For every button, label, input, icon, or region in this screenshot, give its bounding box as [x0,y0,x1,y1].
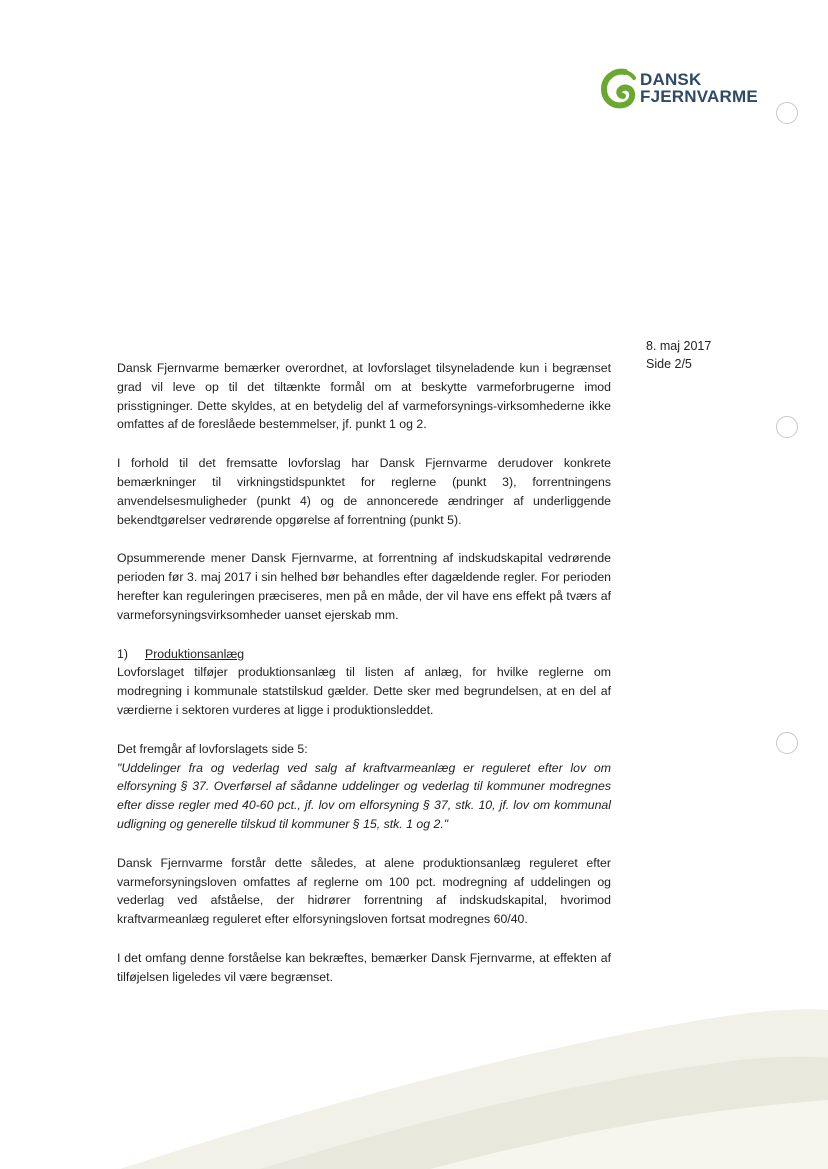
section-1-quote: "Uddelinger fra og vederlag ved salg af kraftvarmeanlæg er reguleret efter lov om elforsyning § 37. Overførsel af sådanne uddelinger og vederlag til kommuner modregnes efter disse regler med 40-60 pct., jf. lov om elforsyning § 37, stk. 10, jf. lov om kommunal udligning og generelle tilskud til kommuner § 15, stk. 1 og 2." [117,760,611,831]
section-1-paragraph: Lovforslaget tilføjer produktionsanlæg til listen af anlæg, for hvilke reglerne om modregning i kommunale statstilskud gælder. Dette sker med begrundelsen, at en del af værdierne i sektoren vurderes at ligge i produktionsleddet. [117,665,611,717]
logo-mark-icon [598,66,638,112]
section-1-number: 1) [117,646,128,661]
logo-line-2: FJERNVARME [640,87,758,106]
paragraph-3: Opsummerende mener Dansk Fjernvarme, at forrentning af indskudskapital vedrørende perioden før 3. maj 2017 i sin helhed bør behandles efter dagældende regler. For perioden herefter kan reguleringen præciseres, men på en måde, der vil have ens effekt på tværs af varmeforsyningsvirksomheder uanset ejerskab mm. [117,551,611,622]
section-1-paragraph-2: Dansk Fjernvarme forstår dette således, at alene produktionsanlæg reguleret efter varmeforsyningsloven omfattes af reglerne om 100 pct. modregning af uddelingen og vederlag ved afståelse, der hidrører forrentning af indskudskapital, hvorimod kraftvarmeanlæg reguleret efter elforsyningsloven fortsat modregnes 60/40. [117,855,611,927]
section-1-paragraph-3: I det omfang denne forståelse kan bekræftes, bemærker Dansk Fjernvarme, at effekten af tilføjelsen ligeledes vil være begrænset. [117,950,611,984]
logo [598,66,768,112]
punch-hole [776,102,798,124]
letter-body [117,359,611,1007]
punch-hole [776,416,798,438]
document-date: 8. maj 2017 [646,339,712,353]
decorative-swoosh [0,960,828,1169]
punch-hole [776,732,798,754]
paragraph-1: Dansk Fjernvarme bemærker overordnet, at lovforslaget tilsyneladende kun i begrænset grad vil leve op til det tiltænkte formål om at beskytte varmeforbrugerne imod prisstigninger. Dette skyldes, at en betydelig del af varmeforsynings-virksomhederne ikke omfattes af de foreslåede bestemmelser, jf. punkt 1 og 2. [117,361,611,432]
section-1-heading [117,645,611,664]
page-number: Side 2/5 [646,357,692,371]
section-1-quote-intro: Det fremgår af lovforslagets side 5: [117,741,308,756]
paragraph-2: I forhold til det fremsatte lovforslag har Dansk Fjernvarme derudover konkrete bemærkninger til virkningstidspunktet for reglerne (punkt 3), forrentningens anvendelsesmuligheder (punkt 4) og de annoncerede ændringer af underliggende bekendtgørelser vedrørende opgørelse af forrentning (punkt 5). [117,456,611,527]
section-1-title: Produktionsanlæg [145,646,245,661]
logo-line-1: DANSK [640,70,702,89]
